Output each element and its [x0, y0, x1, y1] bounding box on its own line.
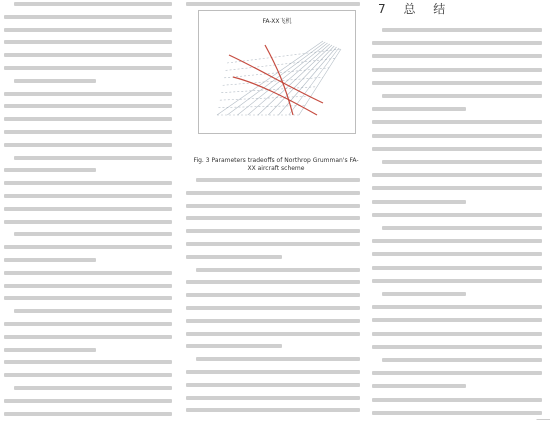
text-line: [372, 173, 542, 177]
text-line: [382, 160, 542, 164]
text-line: [4, 373, 172, 377]
text-line: [372, 81, 542, 85]
text-line: [186, 280, 360, 284]
text-line: [14, 386, 172, 390]
text-line: [4, 66, 172, 70]
text-line: [14, 232, 172, 236]
text-line: [186, 344, 282, 348]
text-line: [4, 348, 96, 352]
text-line: [382, 28, 542, 32]
text-line: [4, 130, 172, 134]
text-line: [4, 322, 172, 326]
text-line: [186, 332, 360, 336]
text-line: [382, 94, 542, 98]
text-line: [4, 181, 172, 185]
text-line: [4, 284, 172, 288]
text-line: [196, 357, 360, 361]
text-line: [186, 191, 360, 195]
text-line: [186, 383, 360, 387]
text-line: [372, 411, 542, 415]
text-line: [4, 143, 172, 147]
text-line: [372, 252, 542, 256]
text-line: [196, 268, 360, 272]
text-line: [14, 2, 172, 6]
text-line: [4, 296, 172, 300]
text-line: [4, 399, 172, 403]
text-line: [186, 255, 282, 259]
text-line: [4, 28, 172, 32]
text-line: [4, 117, 172, 121]
text-line: [372, 305, 542, 309]
text-line: [4, 40, 172, 44]
text-line: [186, 306, 360, 310]
text-line: [14, 309, 172, 313]
text-line: [14, 156, 172, 160]
text-line: [4, 220, 172, 224]
text-line: [4, 104, 172, 108]
text-line: [186, 293, 360, 297]
text-line: [372, 318, 542, 322]
text-line: [372, 398, 542, 402]
text-line: [4, 245, 172, 249]
figure-3-plot: [199, 11, 355, 133]
text-line: [4, 168, 96, 172]
text-line: [186, 408, 360, 412]
text-line: [186, 229, 360, 233]
text-line: [4, 207, 172, 211]
text-line: [382, 358, 542, 362]
text-line: [4, 412, 172, 416]
text-line: [372, 120, 542, 124]
text-line: [186, 216, 360, 220]
text-line: [372, 213, 542, 217]
watermark: ⎯⎯⎯: [536, 415, 550, 425]
text-line: [372, 134, 542, 138]
text-line: [186, 370, 360, 374]
text-line: [14, 79, 96, 83]
text-line: [382, 292, 466, 296]
text-line: [186, 204, 360, 208]
text-line: [186, 242, 360, 246]
text-line: [186, 2, 360, 6]
figure-3: [198, 10, 356, 134]
text-line: [186, 396, 360, 400]
text-line: [372, 345, 542, 349]
section-heading: 7 总 结: [378, 2, 453, 16]
text-line: [4, 53, 172, 57]
figure-caption: Fig. 3 Parameters tradeoffs of Northrop Grumman's FA-XX aircraft scheme: [193, 157, 359, 172]
text-line: [4, 335, 172, 339]
text-line: [382, 226, 542, 230]
text-line: [372, 54, 542, 58]
text-line: [196, 178, 360, 182]
text-line: [4, 15, 172, 19]
text-line: [372, 384, 466, 388]
text-line: [4, 271, 172, 275]
text-line: [4, 92, 172, 96]
text-line: [372, 186, 542, 190]
text-line: [186, 319, 360, 323]
text-line: [372, 68, 542, 72]
text-line: [372, 200, 466, 204]
text-line: [4, 194, 172, 198]
figure-title: FA-XX飞机: [262, 18, 292, 25]
text-line: [372, 41, 542, 45]
text-line: [372, 239, 542, 243]
text-line: [4, 258, 96, 262]
text-line: [372, 371, 542, 375]
text-line: [372, 107, 466, 111]
text-line: [372, 147, 542, 151]
text-line: [4, 360, 172, 364]
text-line: [372, 332, 542, 336]
text-line: [372, 279, 542, 283]
text-line: [372, 266, 542, 270]
